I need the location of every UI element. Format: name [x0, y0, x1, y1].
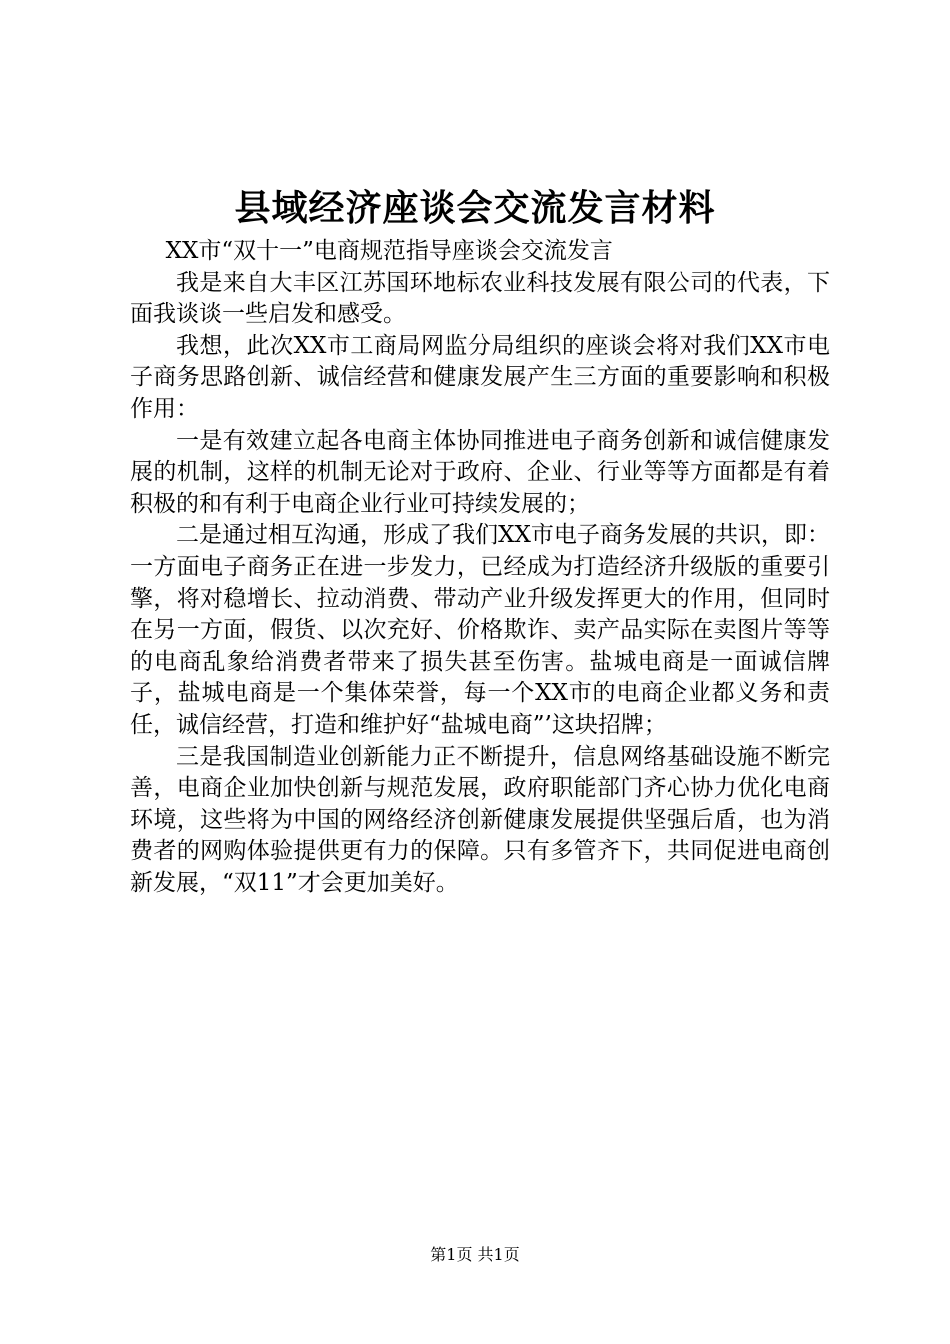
paragraph-point-one: 一是有效建立起各电商主体协同推进电子商务创新和诚信健康发展的机制，这样的机制无论对于政府、企业、行业等等方面都是有着积极的和有利于电商企业行业可持续发展的；: [130, 427, 830, 517]
page-number-footer: 第1页 共1页: [430, 1245, 520, 1264]
paragraph-point-three: 三是我国制造业创新能力正不断提升，信息网络基础设施不断完善，电商企业加快创新与规范发展，政府职能部门齐心协力优化电商环境，这些将为中国的网络经济创新健康发展提供坚强后盾，也为消费者的网购体验提供更有力的保障。只有多管齐下，共同促进电商创新发展，“双11”才会更加美好。: [130, 743, 830, 896]
document-body: [130, 236, 830, 899]
paragraph-overview: 我想，此次XX市工商局网监分局组织的座谈会将对我们XX市电子商务思路创新、诚信经营和健康发展产生三方面的重要影响和积极作用：: [130, 332, 830, 422]
document-title: 县域经济座谈会交流发言材料: [234, 187, 716, 229]
paragraph-point-two: 二是通过相互沟通，形成了我们XX市电子商务发展的共识，即：一方面电子商务正在进一步发力，已经成为打造经济升级版的重要引擎，将对稳增长、拉动消费、带动产业升级发挥更大的作用，但同时在另一方面，假货、以次充好、价格欺诈、卖产品实际在卖图片等等的电商乱象给消费者带来了损失甚至伤害。盐城电商是一面诚信牌子，盐城电商是一个集体荣誉，每一个XX市的电商企业都义务和责任，诚信经营，打造和维护好“盐城电商”’这块招牌；: [130, 522, 830, 738]
paragraph-intro: 我是来自大丰区江苏国环地标农业科技发展有限公司的代表，下面我谈谈一些启发和感受。: [130, 269, 830, 328]
document-subtitle: XX市“双十一”电商规范指导座谈会交流发言: [165, 238, 613, 264]
